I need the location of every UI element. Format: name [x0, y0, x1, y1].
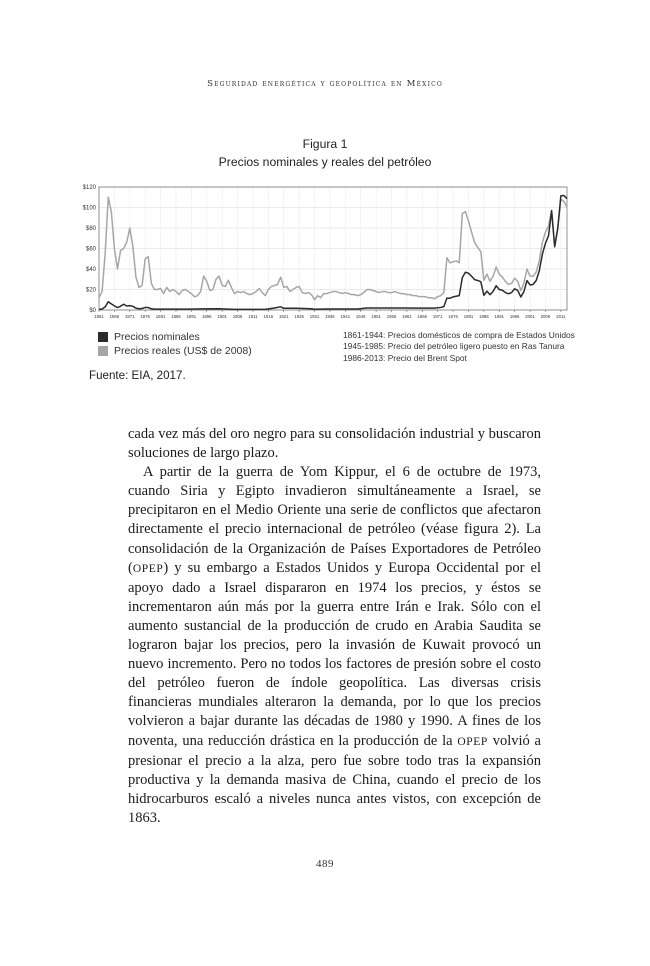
legend-swatch-nominal	[98, 332, 108, 342]
figure-source: Fuente: EIA, 2017.	[89, 369, 186, 382]
x-tick-label: 1866	[109, 314, 120, 319]
x-tick-label: 1976	[448, 314, 458, 319]
y-tick-label: $40	[85, 267, 96, 273]
x-tick-label: 1991	[494, 314, 505, 319]
y-tick-label: $80	[85, 226, 96, 232]
x-tick-label: 1916	[263, 314, 274, 319]
paragraph: cada vez más del oro negro para su consolidación industrial y buscaron soluciones de largo plazo.	[128, 426, 541, 462]
x-tick-label: 2001	[525, 314, 535, 319]
y-tick-label: $0	[89, 308, 96, 314]
running-head: Seguridad energética y geopolítica en México	[207, 79, 443, 89]
y-tick-label: $100	[82, 205, 96, 212]
chart-note: 1945-1985: Precio del petróleo ligero puesto en Ras Tanura	[343, 341, 565, 352]
oil-price-chart	[0, 0, 650, 330]
x-tick-label: 1911	[248, 314, 258, 319]
x-tick-label: 1926	[294, 314, 304, 319]
paragraph: A partir de la guerra de Yom Kippur, el 6 de octubre de 1973, cuando Siria y Egipto invadieron simultáneamente a Israel, se precipitaron en el Medio Oriente una serie de conflictos que afectaron directamente el precio internacional de petróleo (véase figura 2). La consolidación de la Organización de Países Exportadores de Petróleo (OPEP) y su embargo a Estados Unidos y Europa Occidental por el apoyo dado a Israel dispararon en 1974 los precios, y éstos se incrementaron aún más por la guerra entre Irán e Irak. Sólo con el aumento sustancial de la producción de crudo en Arabia Saudita se lograron bajar los precios, pero la invasión de Kuwait provocó un nuevo incremento. Pero no todos los factores de presión sobre el costo del petróleo fueron de índole geopolítica. Las diversas crisis financieras mundiales alteraron la demanda, por lo que los precios volvieron a bajar durante las décadas de 1980 y 1990. A fines de los noventa, una reducción drástica en la producción de la OPEP volvió a presionar el precio a la alza, pero fue sobre todo tras la expansión productiva y la demanda masiva de China, cuando el precio de los hidrocarburos escaló a niveles nunca antes vistos, con excepción de 1863.	[128, 464, 541, 826]
x-tick-label: 1966	[417, 314, 428, 319]
x-tick-label: 2011	[556, 314, 566, 319]
x-tick-label: 1981	[463, 314, 474, 319]
x-tick-label: 1881	[155, 314, 166, 319]
x-tick-label: 1901	[217, 314, 227, 319]
x-tick-label: 1936	[325, 314, 335, 319]
chart-notes	[343, 330, 575, 364]
x-tick-label: 1876	[140, 314, 150, 319]
legend-label-nominal: Precios nominales	[114, 331, 200, 343]
x-tick-label: 1971	[432, 314, 443, 319]
y-tick-label: $20	[85, 287, 96, 294]
y-tick-label: $60	[85, 246, 96, 253]
figure-label: Figura 1	[302, 137, 348, 151]
x-tick-label: 1921	[278, 314, 289, 319]
x-tick-label: 1956	[386, 314, 397, 319]
x-tick-label: 1906	[232, 314, 243, 319]
x-tick-label: 1986	[479, 314, 489, 319]
figure-title: Precios nominales y reales del petróleo	[218, 155, 432, 169]
legend-item-real	[98, 344, 252, 358]
x-tick-label: 1896	[201, 314, 212, 319]
page-number: 489	[316, 858, 334, 870]
x-tick-label: 1941	[340, 314, 351, 319]
series-line-nominal	[99, 196, 567, 310]
x-tick-label: 1961	[402, 314, 412, 319]
x-tick-label: 1996	[509, 314, 520, 319]
legend-item-nominal	[98, 330, 252, 344]
x-tick-label: 1886	[171, 314, 181, 319]
x-tick-label: 1951	[371, 314, 381, 319]
legend-label-real: Precios reales (US$ de 2008)	[114, 345, 252, 357]
x-tick-label: 1931	[309, 314, 320, 319]
x-tick-label: 2006	[540, 314, 551, 319]
x-tick-label: 1946	[355, 314, 366, 319]
y-tick-label: $120	[82, 185, 96, 191]
chart-note: 1861-1944: Precios domésticos de compra de Estados Unidos	[343, 330, 575, 340]
x-tick-label: 1891	[186, 314, 197, 319]
chart-legend	[98, 330, 252, 358]
x-tick-label: 1871	[125, 314, 135, 319]
body-text	[128, 425, 541, 828]
x-tick-label: 1861	[94, 314, 104, 319]
legend-swatch-real	[98, 346, 108, 356]
chart-note: 1986-2013: Precio del Brent Spot	[343, 352, 467, 363]
